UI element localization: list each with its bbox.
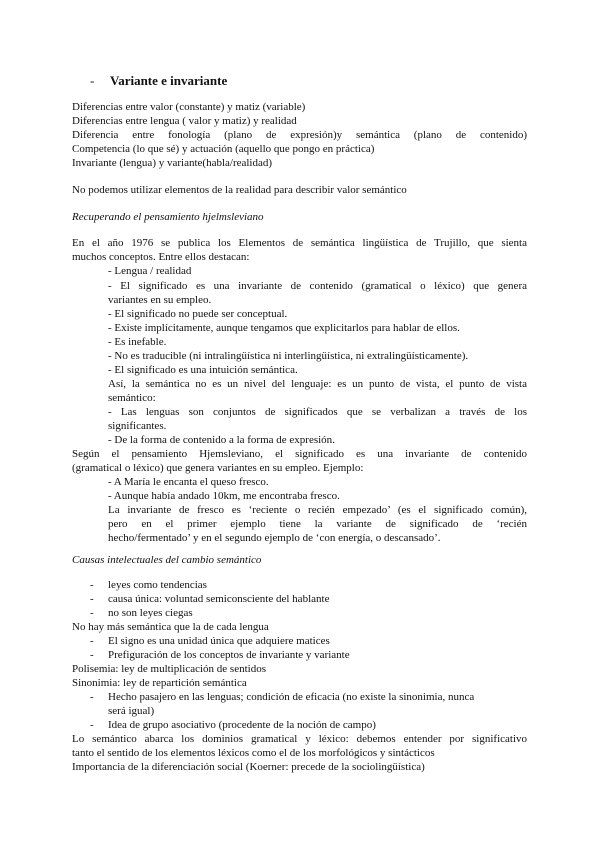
list-item: - De la forma de contenido a la forma de expresión. [108, 434, 335, 446]
section-title [90, 73, 227, 89]
list-item: semántico: [108, 392, 156, 404]
list-item: significantes. [108, 420, 167, 432]
title-dash: - [90, 73, 95, 88]
list-item: - Lengua / realidad [108, 265, 192, 277]
intro-line: Invariante (lengua) y variante(habla/realidad) [72, 157, 273, 169]
bullet-item: - Prefiguración de los conceptos de invariante y variante [90, 649, 350, 661]
paragraph-line: tanto el sentido de los elementos léxicos como el de los morfológicos y sintácticos [72, 747, 435, 759]
bullet-item: - Hecho pasajero en las lenguas; condición de eficacia (no existe la sinonimia, nunca [90, 691, 475, 703]
intro-line: Diferencias entre lengua ( valor y matiz) y realidad [72, 115, 297, 127]
example-line: - Aunque había andado 10km, me encontraba fresco. [108, 490, 340, 502]
bullet-continuation: será igual) [108, 705, 155, 717]
bullet-item: - no son leyes ciegas [90, 607, 193, 619]
list-item: - El significado no puede ser conceptual. [108, 308, 288, 320]
list-item: - Existe implícitamente, aunque tengamos que explicitarlos para hablar de ellos. [108, 322, 460, 334]
intro-line: Diferencias entre valor (constante) y matiz (variable) [72, 101, 306, 113]
paragraph-line: Importancia de la diferenciación social (Koerner: precede de la sociolingüística) [72, 761, 425, 773]
bullet-item: - El signo es una unidad única que adquiere matices [90, 635, 330, 647]
list-item: - No es traducible (ni intralingüística ni interlingüística, ni extralingüísticamente). [108, 350, 469, 362]
example-line: - A María le encanta el queso fresco. [108, 476, 269, 488]
list-item: - El significado es una invariante de contenido (gramatical o léxico) que genera [108, 280, 527, 292]
paragraph-line: Sinonimia: ley de repartición semántica [72, 677, 247, 689]
section-heading: Causas intelectuales del cambio semántico [72, 554, 262, 566]
paragraph-line: Según el pensamiento Hjemsleviano, el significado es una invariante de contenido [72, 448, 527, 460]
paragraph-line: muchos conceptos. Entre ellos destacan: [72, 251, 250, 263]
intro-line: Diferencia entre fonología (plano de expresión)y semántica (plano de contenido) [72, 129, 527, 141]
section-heading: Recuperando el pensamiento hjelmsleviano [72, 211, 264, 223]
list-item: Así, la semántica no es un nivel del lenguaje: es un punto de vista, el punto de vista [108, 378, 527, 390]
example-line: hecho/fermentado’ y en el segundo ejemplo de ‘con energía, o descansado’. [108, 532, 441, 544]
paragraph-line: (gramatical o léxico) que genera variantes en su empleo. Ejemplo: [72, 462, 364, 474]
bullet-item: - causa única: voluntad semiconsciente del hablante [90, 593, 330, 605]
example-line: La invariante de fresco es ‘reciente o recién empezado’ (es el significado común), [108, 504, 527, 516]
intro-line: Competencia (lo que sé) y actuación (aquello que pongo en práctica) [72, 143, 375, 155]
list-item: variantes en su empleo. [108, 294, 212, 306]
paragraph-line: No hay más semántica que la de cada lengua [72, 621, 269, 633]
list-item: - Las lenguas son conjuntos de significados que se verbalizan a través de los [108, 406, 527, 418]
paragraph-line: Polisemia: ley de multiplicación de sentidos [72, 663, 266, 675]
paragraph-line: Lo semántico abarca los dominios gramatical y léxico: debemos entender por significativo [72, 733, 527, 745]
bullet-item: - leyes como tendencias [90, 579, 207, 591]
list-item: - El significado es una intuición semántica. [108, 364, 298, 376]
paragraph-line: En el año 1976 se publica los Elementos de semántica lingüística de Trujillo, que sienta [72, 237, 527, 249]
list-item: - Es inefable. [108, 336, 167, 348]
note-line: No podemos utilizar elementos de la realidad para describir valor semántico [72, 184, 407, 196]
title-text: Variante e invariante [110, 73, 228, 88]
bullet-item: - Idea de grupo asociativo (procedente de la noción de campo) [90, 719, 376, 731]
example-line: pero en el primer ejemplo tiene la variante de significado de ‘recién [108, 518, 527, 530]
